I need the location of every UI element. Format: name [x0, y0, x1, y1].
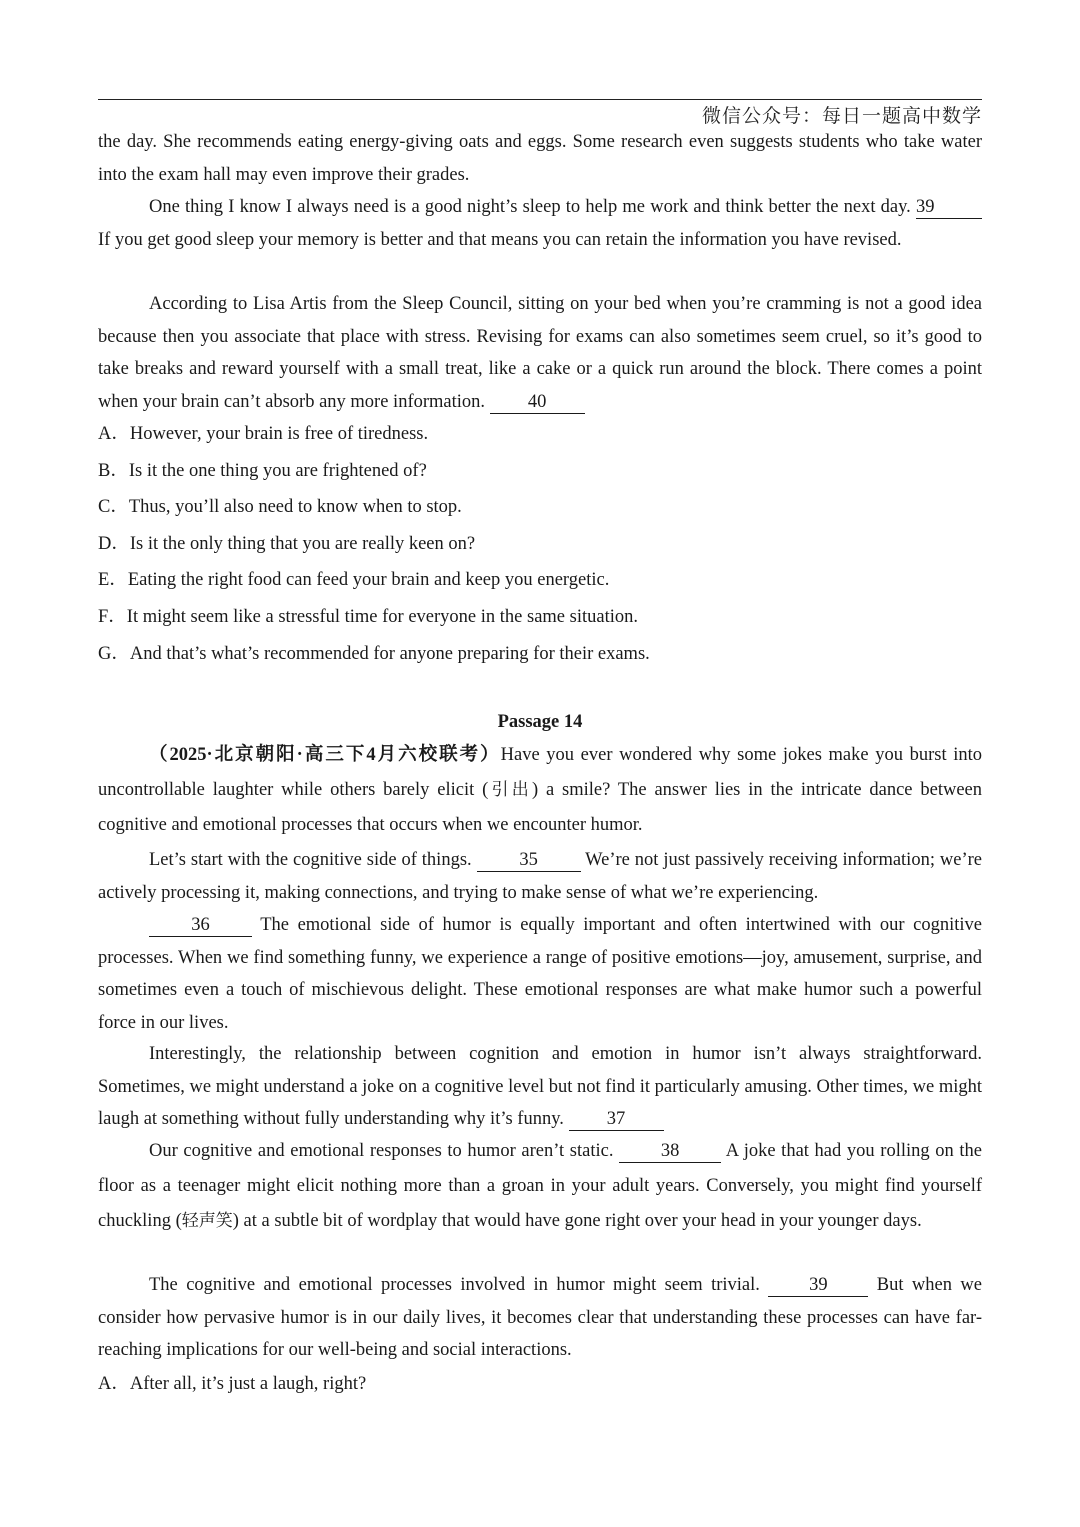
- p13-option-b: [98, 459, 427, 484]
- p14-para-6-after: But when we consider how pervasive humor is in our daily lives, it becomes clear that understanding these processes can have far-reaching implications for our well-being and social interactions.: [98, 1275, 983, 1360]
- p13-blank-40: 40: [490, 392, 585, 414]
- p14-para-2-after: We’re not just passively receiving information; we’re actively processing it, making connections, and trying to make sense of what we’re experiencing.: [98, 850, 982, 903]
- p13-para-2-before: One thing I know I always need is a good night’s sleep to help me work and think better the next day.: [149, 197, 911, 217]
- p13-option-a: [98, 422, 428, 447]
- p14-blank-38: 38: [619, 1141, 721, 1163]
- option-letter: A．: [98, 1374, 130, 1394]
- p14-para-5-gloss: 轻声笑: [181, 1211, 233, 1231]
- p14-para-6: [98, 1269, 982, 1367]
- p13-para-2-after: If you get good sleep your memory is better and that means you can retain the information you have revised.: [98, 229, 902, 250]
- p14-intro-after: ) a smile? The answer lies in the intricate dance between cognitive and emotional processes that occurs when we encounter humor.: [98, 780, 983, 835]
- p14-source: （2025·北京朝阳·高三下4月六校联考）: [149, 745, 501, 765]
- p14-para-3-text: [98, 909, 982, 1039]
- option-text: Is it the one thing you are frightened of?: [128, 461, 427, 481]
- p13-para-1-text: the day. She recommends eating energy-giving oats and eggs. Some research even suggests students who take water into the exam hall may even improve their grades.: [98, 132, 982, 185]
- p14-para-5-before: Our cognitive and emotional responses to humor aren’t static.: [149, 1141, 620, 1161]
- p13-para-2-text: [98, 191, 982, 256]
- option-letter: E．: [98, 570, 128, 590]
- p14-intro-before: Have you ever wondered why some jokes make you burst into uncontrollable laughter while others barely elicit (: [98, 745, 982, 800]
- p13-para-1: [98, 126, 982, 191]
- option-text: Thus, you’ll also need to know when to stop.: [128, 497, 462, 517]
- p14-blank-35: 35: [477, 850, 581, 872]
- p14-intro: [98, 738, 982, 843]
- p13-para-3-before: According to Lisa Artis from the Sleep Council, sitting on your bed when you’re cramming is not a good idea because then you associate that place with stress. Revising for exams can also sometimes seem cruel, so it’s good to take breaks and reward yourself with a small treat, like a cake or a quick run around the block. There comes a point when your brain can’t absorb any more information.: [98, 294, 982, 412]
- p14-para-4-text: [98, 1038, 982, 1136]
- option-text: Is it the only thing that you are really keen on?: [129, 534, 476, 554]
- option-text: After all, it’s just a laugh, right?: [129, 1374, 367, 1394]
- option-letter: G．: [98, 644, 130, 664]
- passage-title: Passage 14: [497, 712, 583, 732]
- header-rule: [98, 99, 982, 100]
- option-letter: D．: [98, 534, 130, 554]
- p13-option-f: [98, 605, 638, 630]
- header-note: 微信公众号：每日一题高中数学: [701, 105, 982, 127]
- p14-para-5: [98, 1134, 982, 1239]
- p14-blank-39: 39: [768, 1275, 868, 1297]
- p14-intro-text: [98, 738, 982, 843]
- option-letter: C．: [98, 497, 129, 517]
- p14-para-4-before: Interestingly, the relationship between cognition and emotion in humor isn’t always straightforward. Sometimes, we might understand a joke on a cognitive level but not find it particularly amusing. Other times, we might laugh at something without fully understanding why it’s funny.: [98, 1044, 982, 1129]
- p14-blank-36: 36: [149, 915, 252, 937]
- p13-para-3: [98, 288, 982, 418]
- p13-para-3-text: [98, 288, 982, 418]
- p14-option-a: [98, 1372, 366, 1397]
- p14-para-6-before: The cognitive and emotional processes involved in humor might seem trivial.: [149, 1275, 769, 1295]
- p14-para-2: [98, 844, 982, 909]
- p14-para-4: [98, 1038, 982, 1136]
- p14-para-2-text: [98, 844, 982, 909]
- p13-option-e: [98, 568, 609, 593]
- p13-option-d: [98, 532, 475, 557]
- option-letter: B．: [98, 461, 129, 481]
- p14-para-5-text: [98, 1134, 982, 1239]
- option-text: Eating the right food can feed your brain and keep you energetic.: [127, 570, 610, 590]
- p14-intro-gloss: 引出: [488, 780, 532, 800]
- option-text: And that’s what’s recommended for anyone preparing for their exams.: [129, 644, 650, 664]
- p14-blank-37: 37: [569, 1109, 664, 1131]
- p13-option-c: [98, 495, 462, 520]
- p14-para-6-text: [98, 1269, 982, 1367]
- p14-para-3-after: The emotional side of humor is equally important and often intertwined with our cognitive processes. When we find something funny, we experience a range of positive emotions—joy, amusement, surprise, and sometimes even a touch of mischievous delight. These emotional responses are what make humor such a powerful force in our lives.: [98, 915, 982, 1033]
- option-text: It might seem like a stressful time for everyone in the same situation.: [126, 607, 638, 627]
- p14-para-5-after: ) at a subtle bit of wordplay that would have gone right over your head in your younger days.: [232, 1211, 922, 1231]
- p13-para-2: [98, 191, 982, 256]
- p14-para-3: [98, 909, 982, 1039]
- p14-para-2-before: Let’s start with the cognitive side of things.: [149, 850, 477, 870]
- option-text: However, your brain is free of tiredness.: [129, 424, 429, 444]
- option-letter: A．: [98, 424, 130, 444]
- p14-para-5-mid: A joke that had you rolling on the floor as a teenager might elicit nothing more than a groan in your adult years. Conversely, you might find yourself chuckling (: [98, 1141, 982, 1231]
- p13-option-g: [98, 642, 650, 667]
- option-letter: F．: [98, 607, 127, 627]
- p13-blank-39: 39: [916, 197, 982, 219]
